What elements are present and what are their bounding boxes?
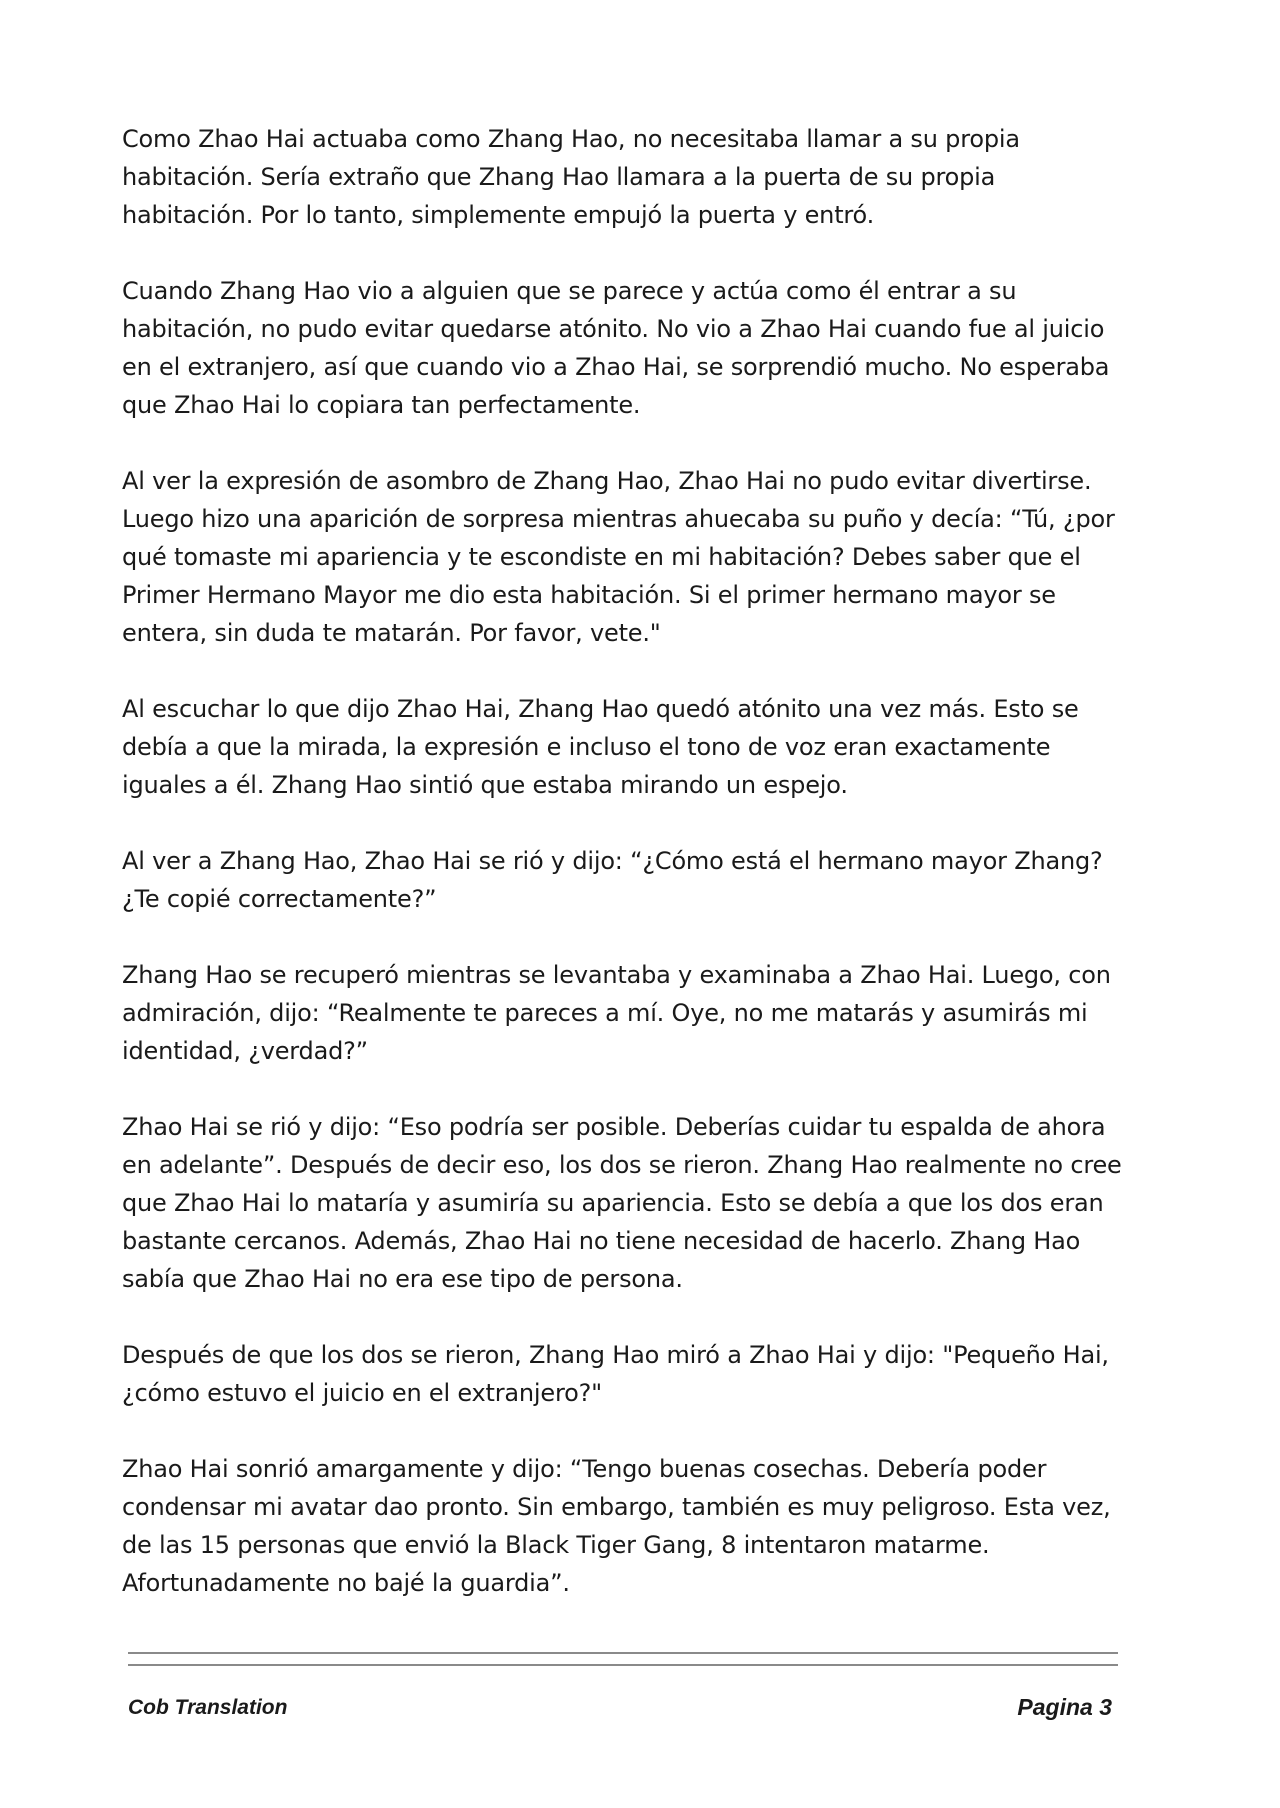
paragraph-9: Zhao Hai sonrió amargamente y dijo: “Tengo buenas cosechas. Debería poder condensar mi avatar dao pronto. Sin embargo, también es muy peligroso. Esta vez, de las 15 personas que envió la Black Tiger Gang, 8 intentaron matarme. Afortunadamente no bajé la guardia”. (122, 1455, 1111, 1597)
footer-rule-top (128, 1652, 1118, 1654)
paragraph-2: Cuando Zhang Hao vio a alguien que se parece y actúa como él entrar a su habitación, no pudo evitar quedarse atónito. No vio a Zhao Hai cuando fue al juicio en el extranjero, así que cuando vio a Zhao Hai, se sorprendió mucho. No esperaba que Zhao Hai lo copiara tan perfectamente. (122, 277, 1110, 419)
paragraph-5: Al ver a Zhang Hao, Zhao Hai se rió y dijo: “¿Cómo está el hermano mayor Zhang? ¿Te copié correctamente?” (122, 847, 1103, 913)
page-number: Pagina 3 (1017, 1694, 1112, 1720)
footer-credit: Cob Translation (128, 1696, 288, 1719)
paragraph-4: Al escuchar lo que dijo Zhao Hai, Zhang Hao quedó atónito una vez más. Esto se debía a que la mirada, la expresión e incluso el tono de voz eran exactamente iguales a él. Zhang Hao sintió que estaba mirando un espejo. (122, 695, 1079, 799)
paragraph-7: Zhao Hai se rió y dijo: “Eso podría ser posible. Deberías cuidar tu espalda de ahora en adelante”. Después de decir eso, los dos se rieron. Zhang Hao realmente no cree que Zhao Hai lo mataría y asumiría su apariencia. Esto se debía a que los dos eran bastante cercanos. Además, Zhao Hai no tiene necesidad de hacerlo. Zhang Hao sabía que Zhao Hai no era ese tipo de persona. (122, 1113, 1122, 1293)
document-body (122, 120, 1132, 1640)
footer-rule-bottom (128, 1664, 1118, 1666)
paragraph-1: Como Zhao Hai actuaba como Zhang Hao, no necesitaba llamar a su propia habitación. Sería extraño que Zhang Hao llamara a la puerta de su propia habitación. Por lo tanto, simplemente empujó la puerta y entró. (122, 125, 1020, 229)
footer-divider (128, 1652, 1118, 1676)
paragraph-3: Al ver la expresión de asombro de Zhang Hao, Zhao Hai no pudo evitar divertirse. Luego hizo una aparición de sorpresa mientras ahuecaba su puño y decía: “Tú, ¿por qué tomaste mi apariencia y te escondiste en mi habitación? Debes saber que el Primer Hermano Mayor me dio esta habitación. Si el primer hermano mayor se entera, sin duda te matarán. Por favor, vete." (122, 467, 1115, 647)
paragraph-8: Después de que los dos se rieron, Zhang Hao miró a Zhao Hai y dijo: "Pequeño Hai, ¿cómo estuvo el juicio en el extranjero?" (122, 1341, 1109, 1407)
paragraph-6: Zhang Hao se recuperó mientras se levantaba y examinaba a Zhao Hai. Luego, con admiración, dijo: “Realmente te pareces a mí. Oye, no me matarás y asumirás mi identidad, ¿verdad?” (122, 961, 1111, 1065)
